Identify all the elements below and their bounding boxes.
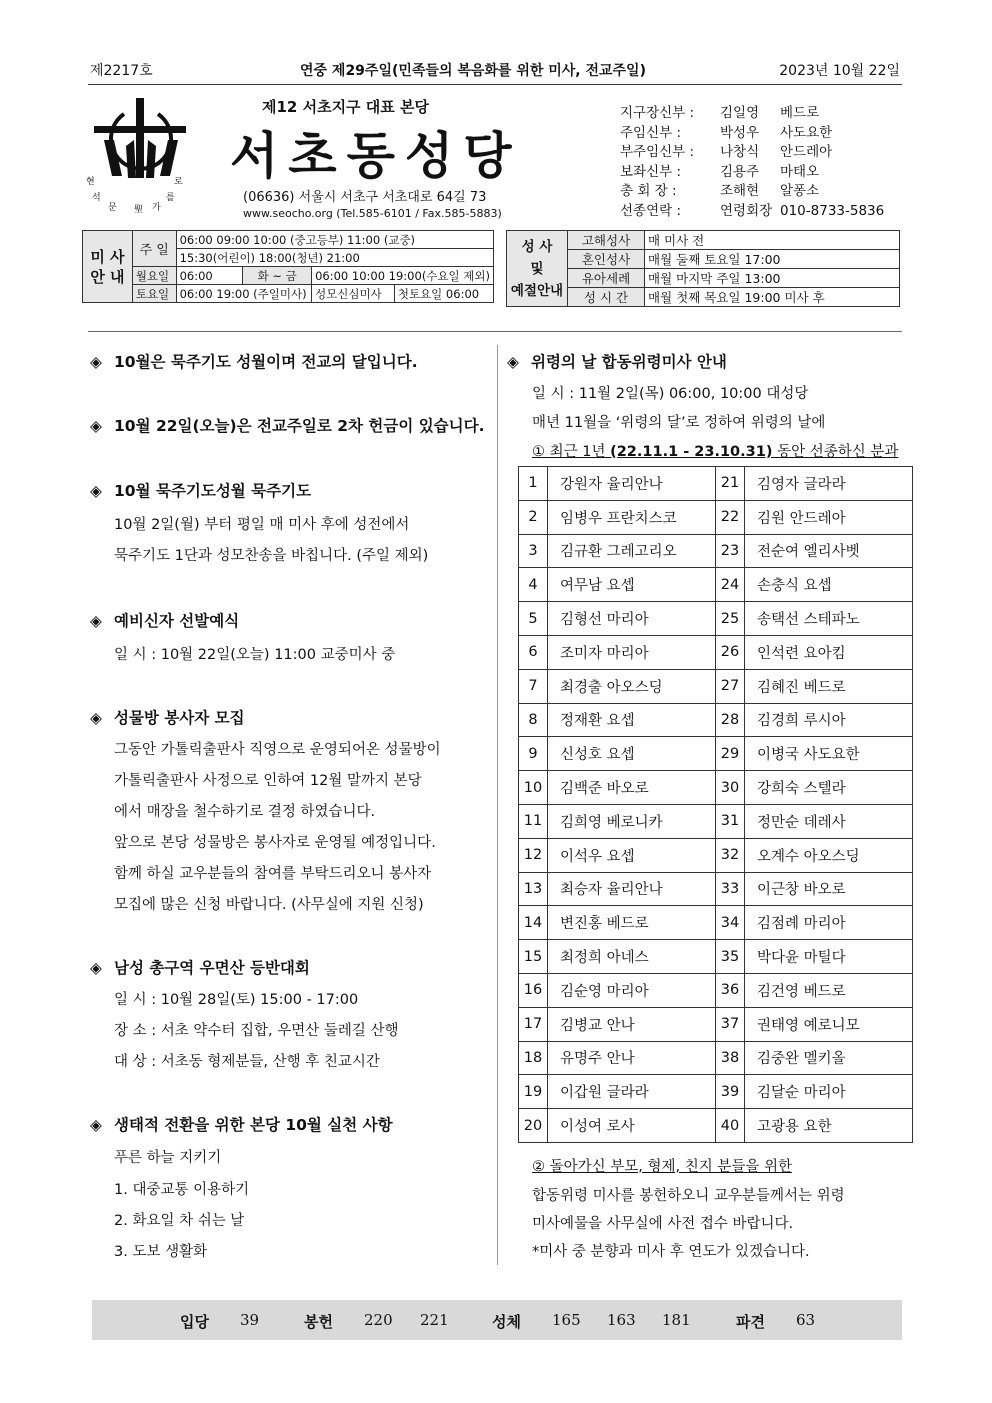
sacrament-info: 매월 둘째 토요일 17:00 [645,250,900,269]
name-number: 31 [716,804,745,838]
deceased-name: 김순영 마리아 [548,973,716,1007]
clergy-row: 총 회 장 : 조해현 알퐁소 [620,183,820,199]
name-number: 10 [519,771,548,805]
logo-char: 를 [166,193,175,203]
name-number: 1 [519,467,548,501]
notice-rosary-month: ◈ 10월은 묵주기도 성월이며 전교의 달입니다. [90,353,418,371]
name-number: 14 [519,906,548,940]
notice-all-souls-mass: ◈ 위령의 날 합동위령미사 안내 [507,353,727,371]
sunday-label: 주 일 [132,231,176,267]
text-line: ② 돌아가신 부모, 형제, 친지 분들을 위한 [532,1159,792,1175]
diamond-bullet-icon: ◈ [90,709,102,727]
logo-char: 聖 [134,205,144,215]
deceased-name: 강희숙 스텔라 [745,771,913,805]
text-line: 합동위령 미사를 봉헌하오니 교우분들께서는 위령 [532,1188,845,1204]
deceased-name: 김혜진 베드로 [745,669,913,703]
sacrament-info: 매월 마지막 주일 13:00 [645,269,900,288]
issue-number: 제2217호 [90,63,153,79]
text-line: 2. 화요일 차 쉬는 날 [114,1213,245,1229]
deceased-name: 김규환 그레고리오 [548,534,716,568]
table-row [519,973,913,1007]
sacrament-name: 고해성사 [568,231,645,250]
name-number: 4 [519,568,548,602]
clergy-row: 주임신부 : 박성우 사도요한 [620,124,833,141]
table-row [519,1109,913,1143]
name-number: 7 [519,669,548,703]
issue-date: 2023년 10월 22일 [779,63,900,79]
page-title: 서초동성당 [230,127,522,185]
table-row [519,1007,913,1041]
deceased-name: 박다윤 마틸다 [745,940,913,974]
name-number: 17 [519,1007,548,1041]
deceased-name: 김형선 마리아 [548,602,716,636]
logo-char: 로 [174,177,183,187]
footer-value: 163 [607,1311,636,1329]
table-row [519,534,913,568]
sacrament-label: 성 사 및 예절안내 [507,231,568,307]
text-line: 대 상 : 서초동 형제분들, 산행 후 친교시간 [114,1054,380,1070]
table-row [519,568,913,602]
name-number: 18 [519,1041,548,1075]
diamond-bullet-icon: ◈ [90,417,102,435]
church-logo [86,96,196,215]
deceased-name: 김건영 베드로 [745,973,913,1007]
table-row [519,1075,913,1109]
deceased-name: 여무남 요셉 [548,568,716,602]
footer-label: 성체 [492,1313,521,1331]
liturgical-theme: 연중 제29주일(민족들의 복음화를 위한 미사, 전교주일) [300,63,646,79]
sacrament-name: 성 시 간 [568,288,645,307]
footer-value: 165 [552,1311,581,1329]
deceased-name: 정만순 데레사 [745,804,913,838]
clergy-row: 선종연락 : 연령회장 010-8733-5836 [620,202,885,219]
notice-ecology: ◈ 생태적 전환을 위한 본당 10월 실천 사항 [90,1116,393,1134]
footer-value: 221 [420,1311,449,1329]
diamond-bullet-icon: ◈ [90,482,102,500]
deceased-name: 최경출 아오스딩 [548,669,716,703]
deceased-name: 오계수 아오스딩 [745,838,913,872]
weekday-label: 화 ~ 금 [243,267,312,285]
cross-emblem-icon [86,96,196,186]
header-rule [88,331,902,332]
deceased-name: 이갑원 글라라 [548,1075,716,1109]
text-line: 3. 도보 생활화 [114,1244,208,1260]
text-line: 가톨릭출판사 사정으로 인하여 12월 말까지 본당 [114,773,422,789]
text-line: 에서 매장을 철수하기로 결정 하였습니다. [114,804,376,820]
name-number: 21 [716,467,745,501]
name-number: 8 [519,703,548,737]
deceased-name: 김점례 마리아 [745,906,913,940]
name-number: 27 [716,669,745,703]
deceased-name: 손충식 요셉 [745,568,913,602]
name-number: 20 [519,1109,548,1143]
logo-char: 문 [108,203,117,213]
name-number: 5 [519,602,548,636]
diamond-bullet-icon: ◈ [90,959,102,977]
text-line: ① 최근 1년 (22.11.1 - 23.10.31) 동안 선종하신 분과 [532,444,899,460]
name-number: 26 [716,635,745,669]
footer-label: 봉헌 [304,1313,333,1331]
name-number: 22 [716,500,745,534]
deceased-name: 김희영 베로니카 [548,804,716,838]
notice-hiking: ◈ 남성 총구역 우면산 등반대회 [90,959,310,977]
sacrament-name: 유아세례 [568,269,645,288]
text-line: 일 시 : 11월 2일(목) 06:00, 10:00 대성당 [532,386,809,402]
deceased-name: 김병교 안나 [548,1007,716,1041]
text-line: 일 시 : 10월 22일(오늘) 11:00 교중미사 중 [114,647,396,663]
name-number: 11 [519,804,548,838]
name-number: 16 [519,973,548,1007]
deceased-name: 이성여 로사 [548,1109,716,1143]
table-row [519,940,913,974]
name-number: 9 [519,737,548,771]
attendance-footer [92,1300,902,1340]
name-number: 24 [716,568,745,602]
table-row [519,635,913,669]
sacrament-info: 매월 첫째 목요일 19:00 미사 후 [645,288,900,307]
deceased-name: 강원자 율리안나 [548,467,716,501]
top-rule [88,84,902,85]
logo-char: 가 [152,203,161,213]
deceased-name: 김백준 바오로 [548,771,716,805]
footer-value: 220 [364,1311,393,1329]
deceased-name: 변진홍 베드로 [548,906,716,940]
table-row [519,906,913,940]
table-row [519,602,913,636]
footer-value: 181 [662,1311,691,1329]
sacrament-name: 혼인성사 [568,250,645,269]
text-line: 함께 하실 교우분들의 참여를 부탁드리오니 봉사자 [114,866,432,882]
text-line: 10월 2일(월) 부터 평일 매 미사 후에 성전에서 [114,517,410,533]
mass-schedule-table [82,230,494,303]
footer-value: 63 [796,1311,816,1329]
sacrament-table [506,230,900,307]
notice-giftshop-volunteers: ◈ 성물방 봉사자 모집 [90,709,245,727]
deceased-names-table [518,466,913,1143]
deceased-name: 인석련 요아킴 [745,635,913,669]
deceased-name: 최정희 아네스 [548,940,716,974]
text-line: 모집에 많은 신청 바랍니다. (사무실에 지원 신청) [114,897,424,913]
table-row [519,804,913,838]
table-row [519,838,913,872]
deceased-name: 전순여 엘리사벳 [745,534,913,568]
sunday-times-1: 06:00 09:00 10:00 (중고등부) 11:00 (교중) [176,231,493,249]
diamond-bullet-icon: ◈ [90,1116,102,1134]
deceased-name: 임병우 프란치스코 [548,500,716,534]
name-number: 40 [716,1109,745,1143]
deceased-name: 신성호 요셉 [548,737,716,771]
text-line: 일 시 : 10월 28일(토) 15:00 - 17:00 [114,992,359,1008]
table-row [519,737,913,771]
weekday-time: 06:00 10:00 19:00(수요일 제외) [312,267,494,285]
deceased-name: 권태영 예로니모 [745,1007,913,1041]
name-number: 29 [716,737,745,771]
clergy-list [620,104,884,221]
deceased-name: 고광용 요한 [745,1109,913,1143]
name-number: 6 [519,635,548,669]
name-number: 36 [716,973,745,1007]
deceased-name: 최승자 율리안나 [548,872,716,906]
table-row [519,500,913,534]
deceased-name: 이근창 바오로 [745,872,913,906]
name-number: 39 [716,1075,745,1109]
notice-mission-sunday: ◈ 10월 22일(오늘)은 전교주일로 2차 헌금이 있습니다. [90,417,485,435]
name-number: 34 [716,906,745,940]
saturday-mid: 성모신심미사 [312,285,395,303]
table-row [519,703,913,737]
name-number: 33 [716,872,745,906]
text-line: 매년 11월을 ‘위령의 달’로 정하여 위령의 날에 [532,415,826,431]
deceased-name: 김중완 멜키올 [745,1041,913,1075]
deceased-name: 김달순 마리아 [745,1075,913,1109]
name-number: 28 [716,703,745,737]
name-number: 3 [519,534,548,568]
text-line: 앞으로 본당 성물방은 봉사자로 운영될 예정입니다. [114,835,436,851]
church-address: (06636) 서울시 서초구 서초대로 64길 73 [243,190,487,205]
monday-label: 월요일 [132,267,176,285]
deceased-name: 김영자 글라라 [745,467,913,501]
monday-time: 06:00 [176,267,243,285]
table-row [519,771,913,805]
church-contact: www.seocho.org (Tel.585-6101 / Fax.585-5883) [243,207,502,220]
diamond-bullet-icon: ◈ [90,612,102,630]
diamond-bullet-icon: ◈ [90,353,102,371]
notice-rosary-prayer: ◈ 10월 묵주기도성월 묵주기도 [90,482,312,500]
name-number: 25 [716,602,745,636]
table-row [519,467,913,501]
text-line: 푸른 하늘 지키기 [114,1150,222,1166]
name-number: 12 [519,838,548,872]
logo-char: 현 [86,177,95,187]
saturday-last: 첫토요일 06:00 [394,285,493,303]
deceased-name: 정재환 요셉 [548,703,716,737]
name-number: 15 [519,940,548,974]
clergy-row: 보좌신부 : 김용주 마태오 [620,163,820,180]
footer-label: 파견 [736,1313,765,1331]
table-row [519,669,913,703]
deceased-name: 유명주 안나 [548,1041,716,1075]
sacrament-info: 매 미사 전 [645,231,900,250]
footer-label: 입당 [180,1313,209,1331]
text-line: 미사예물을 사무실에 사전 접수 바랍니다. [532,1216,794,1232]
deceased-name: 송택선 스테파노 [745,602,913,636]
text-line: 그동안 가톨릭출판사 직영으로 운영되어온 성물방이 [114,742,441,758]
column-divider [497,345,498,1265]
deceased-name: 이병국 사도요한 [745,737,913,771]
name-number: 32 [716,838,745,872]
header-subtitle: 제12 서초지구 대표 본당 [262,98,429,116]
diamond-bullet-icon: ◈ [507,353,519,371]
name-number: 23 [716,534,745,568]
notice-catechumen: ◈ 예비신자 선발예식 [90,612,240,630]
deceased-name: 이석우 요셉 [548,838,716,872]
sunday-times-2: 15:30(어린이) 18:00(청년) 21:00 [176,249,493,267]
table-row [519,1041,913,1075]
text-line: 묵주기도 1단과 성모찬송을 바칩니다. (주일 제외) [114,548,429,564]
deceased-name: 김경희 루시아 [745,703,913,737]
deceased-name: 김원 안드레아 [745,500,913,534]
clergy-row: 부주임신부 : 나창식 안드레아 [620,144,833,160]
text-line: *미사 중 분향과 미사 후 연도가 있겠습니다. [532,1244,810,1260]
name-number: 2 [519,500,548,534]
mass-label: 미 사 안 내 [83,231,133,303]
text-line: 장 소 : 서초 약수터 집합, 우면산 둘레길 산행 [114,1023,399,1039]
name-number: 37 [716,1007,745,1041]
deceased-name: 조미자 마리아 [548,635,716,669]
saturday-time: 06:00 19:00 (주일미사) [176,285,311,303]
saturday-label: 토요일 [132,285,176,303]
table-row [519,872,913,906]
text-line: 1. 대중교통 이용하기 [114,1182,250,1198]
name-number: 38 [716,1041,745,1075]
name-number: 35 [716,940,745,974]
logo-char: 석 [92,193,101,203]
clergy-row: 지구장신부 : 김일영 베드로 [620,105,820,121]
name-number: 13 [519,872,548,906]
footer-value: 39 [240,1311,260,1329]
name-number: 19 [519,1075,548,1109]
name-number: 30 [716,771,745,805]
